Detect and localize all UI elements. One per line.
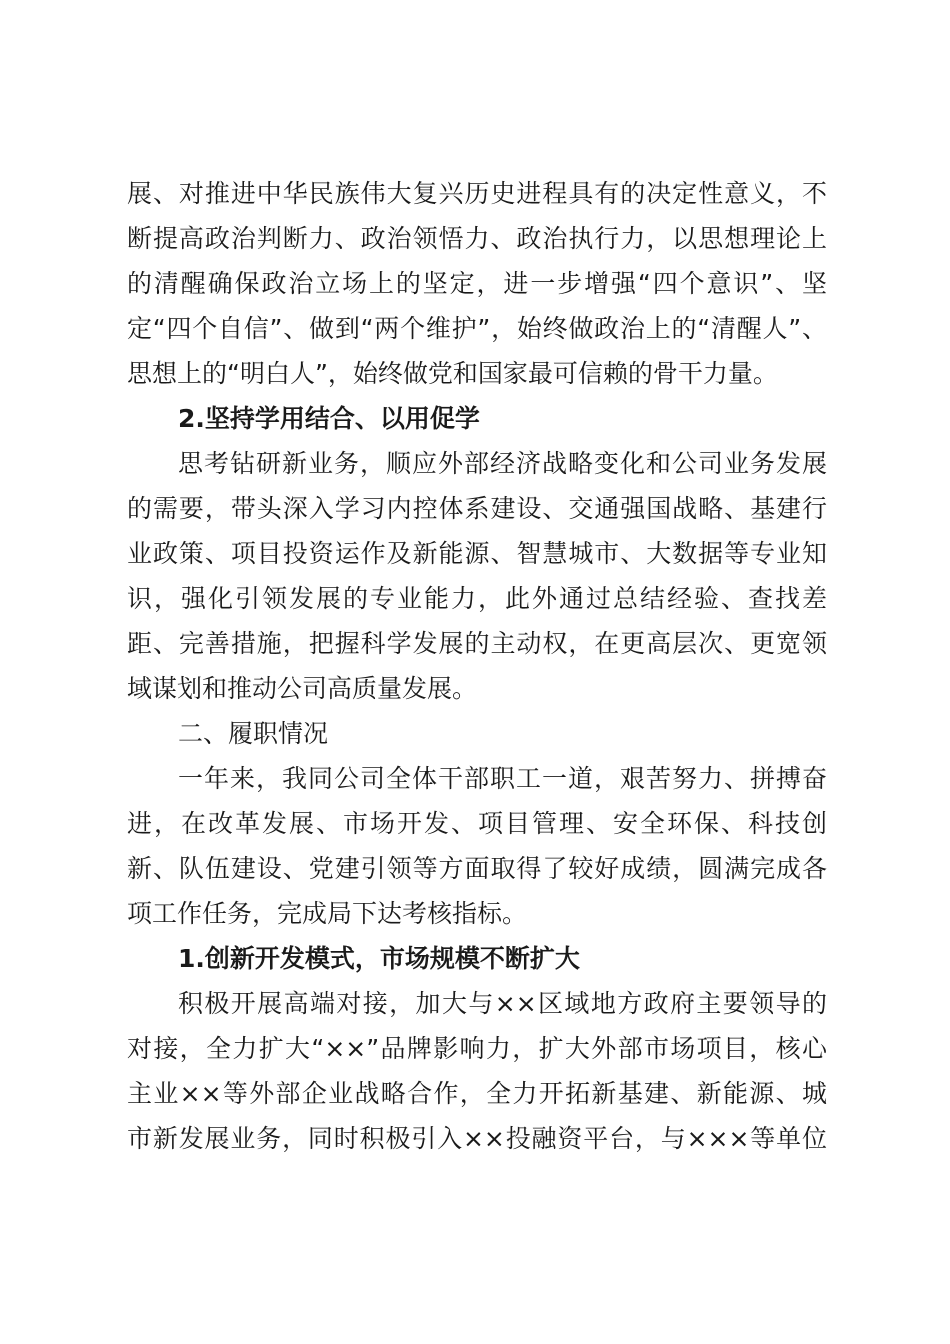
paragraph-line: 域谋划和推动公司高质量发展。	[127, 674, 478, 703]
section-heading: 1.创新开发模式，市场规模不断扩大	[178, 944, 580, 973]
paragraph-line: 一年来，我同公司全体干部职工一道，艰苦努力、拼搏奋	[178, 764, 827, 793]
paragraph-line: 展、对推进中华民族伟大复兴历史进程具有的决定性意义，不	[127, 179, 827, 208]
paragraph-line: 项工作任务，完成局下达考核指标。	[127, 899, 528, 928]
paragraph-line: 进，在改革发展、市场开发、项目管理、安全环保、科技创	[127, 809, 827, 838]
paragraph-line: 积极开展高端对接，加大与××区域地方政府主要领导的	[178, 989, 827, 1018]
paragraph-line: 新、队伍建设、党建引领等方面取得了较好成绩，圆满完成各	[127, 854, 827, 883]
section-heading: 二、履职情况	[178, 719, 329, 748]
paragraph-line: 断提高政治判断力、政治领悟力、政治执行力，以思想理论上	[127, 224, 827, 253]
paragraph-line: 对接，全力扩大“××”品牌影响力，扩大外部市场项目，核心	[127, 1034, 827, 1063]
paragraph-line: 业政策、项目投资运作及新能源、智慧城市、大数据等专业知	[127, 539, 827, 568]
section-heading: 2.坚持学用结合、以用促学	[178, 404, 480, 433]
paragraph-line: 距、完善措施，把握科学发展的主动权，在更高层次、更宽领	[127, 629, 827, 658]
paragraph-line: 思想上的“明白人”，始终做党和国家最可信赖的骨干力量。	[127, 359, 778, 388]
paragraph-line: 主业××等外部企业战略合作，全力开拓新基建、新能源、城	[127, 1079, 827, 1108]
paragraph-line: 定“四个自信”、做到“两个维护”，始终做政治上的“清醒人”、	[127, 314, 827, 343]
paragraph-line: 市新发展业务，同时积极引入××投融资平台，与×××等单位	[127, 1124, 827, 1153]
paragraph-line: 思考钻研新业务，顺应外部经济战略变化和公司业务发展	[178, 449, 827, 478]
paragraph-line: 识，强化引领发展的专业能力，此外通过总结经验、查找差	[127, 584, 827, 613]
paragraph-line: 的需要，带头深入学习内控体系建设、交通强国战略、基建行	[127, 494, 827, 523]
paragraph-line: 的清醒确保政治立场上的坚定，进一步增强“四个意识”、坚	[127, 269, 827, 298]
